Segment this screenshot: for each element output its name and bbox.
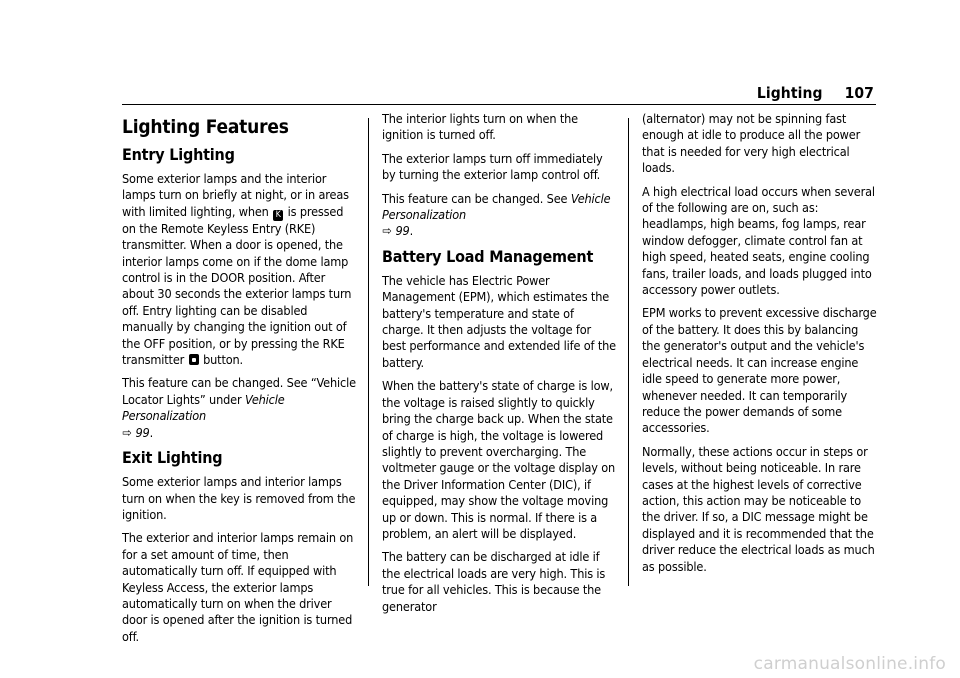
exit-lighting-heading: Exit Lighting xyxy=(122,448,223,468)
entry-lighting-heading: Entry Lighting xyxy=(122,145,235,164)
column-3 xyxy=(642,111,877,582)
paragraph: EPM works to prevent excessive discharge of the battery. It does this by balancing the generator's output and the vehicle's electrical needs. It can increase engine idle speed to generate more power, whenever needed. It can temporarily reduce the power demands of some accessories. xyxy=(642,305,877,436)
cross-reference[interactable]: Vehicle Personalization xyxy=(122,391,285,424)
page-number: 107 xyxy=(844,84,874,102)
text: This feature can be changed. See “Vehicle Locator Lights” under xyxy=(122,375,356,407)
cross-reference[interactable]: Vehicle Personalization xyxy=(382,190,611,223)
lock-icon xyxy=(189,354,199,365)
paragraph xyxy=(382,191,617,240)
text: This feature can be changed. See xyxy=(382,190,571,206)
paragraph: The exterior lamps turn off immediately by turning the exterior lamp control off. xyxy=(382,150,603,183)
text: . xyxy=(149,424,154,440)
entry-lighting-paragraph xyxy=(122,171,357,368)
page-header xyxy=(757,84,874,102)
section-heading: Lighting Features xyxy=(122,116,289,138)
header-rule xyxy=(122,104,876,105)
page-ref-arrow-icon: ⇨ xyxy=(122,424,132,440)
column-1 xyxy=(122,111,357,652)
column-divider-1 xyxy=(368,118,369,586)
section-title: Lighting xyxy=(756,84,823,102)
paragraph: A high electrical load occurs when several of the following are on, such as: headlamps, high beams, fog lamps, rear window defogger, climate control fan at high speed, heated seats, engine cooling fans, trailer loads, and loads plugged into accessory power outlets. xyxy=(642,183,875,298)
page-ref-arrow-icon: ⇨ xyxy=(382,223,392,239)
text: Some exterior lamps and the interior lamps turn on briefly at night, or in areas with limited lighting, when xyxy=(122,171,349,219)
paragraph: When the battery's state of charge is low, the voltage is raised slightly to quickly bring the charge back up. When the state of charge is high, the voltage is lowered slightly to prevent overcharging. The voltmeter gauge or the voltage display on the Driver Information Center (DIC), if equipped, may show the voltage moving up or down. This is normal. If there is a problem, an alert will be displayed. xyxy=(382,378,616,541)
paragraph: The interior lights turn on when the ignition is turned off. xyxy=(382,111,578,143)
exit-lighting-paragraph: The exterior and interior lamps remain on for a set amount of time, then automatically turn off. If equipped with Keyless Access, the exterior lamps automatically turn on when the driver door is opened after the ignition is turned off. xyxy=(122,530,354,644)
column-divider-2 xyxy=(628,118,629,586)
entry-lighting-note xyxy=(122,375,357,441)
text: is pressed on the Remote Keyless Entry (RKE) transmitter. When a door is opened, the interior lamps come on if the dome lamp control is in the DOOR position. After about 30 seconds the exterior lamps turn off. Entry lighting can be disabled manually by changing the ignition out of the OFF position, or by pressing the RKE transmitter xyxy=(122,203,352,368)
paragraph: The vehicle has Electric Power Management (EPM), which estimates the battery's temperature and state of charge. It then adjusts the voltage for best performance and extended life of the battery. xyxy=(382,272,616,370)
paragraph: (alternator) may not be spinning fast enough at idle to produce all the power that is needed for very high electrical loads. xyxy=(642,111,861,176)
page-reference[interactable]: 99 xyxy=(135,424,150,440)
exit-lighting-paragraph: Some exterior lamps and interior lamps turn on when the key is removed from the ignition. xyxy=(122,474,356,522)
paragraph: The battery can be discharged at idle if the electrical loads are very high. This is true for all vehicles. This is because the generator xyxy=(382,549,606,614)
paragraph: Normally, these actions occur in steps or levels, without being noticeable. In rare cases at the highest levels of corrective action, this action may be noticeable to the driver. If so, a DIC message might be displayed and it is recommended that the driver reduce the electrical loads as much as possible. xyxy=(642,443,875,574)
k-key-icon: K xyxy=(273,210,283,221)
text: button. xyxy=(199,352,243,368)
text: . xyxy=(409,223,414,239)
column-2 xyxy=(382,111,617,622)
battery-load-heading: Battery Load Management xyxy=(382,246,594,266)
watermark: carmanualsonline.info xyxy=(753,654,946,674)
page-reference[interactable]: 99 xyxy=(395,223,410,239)
